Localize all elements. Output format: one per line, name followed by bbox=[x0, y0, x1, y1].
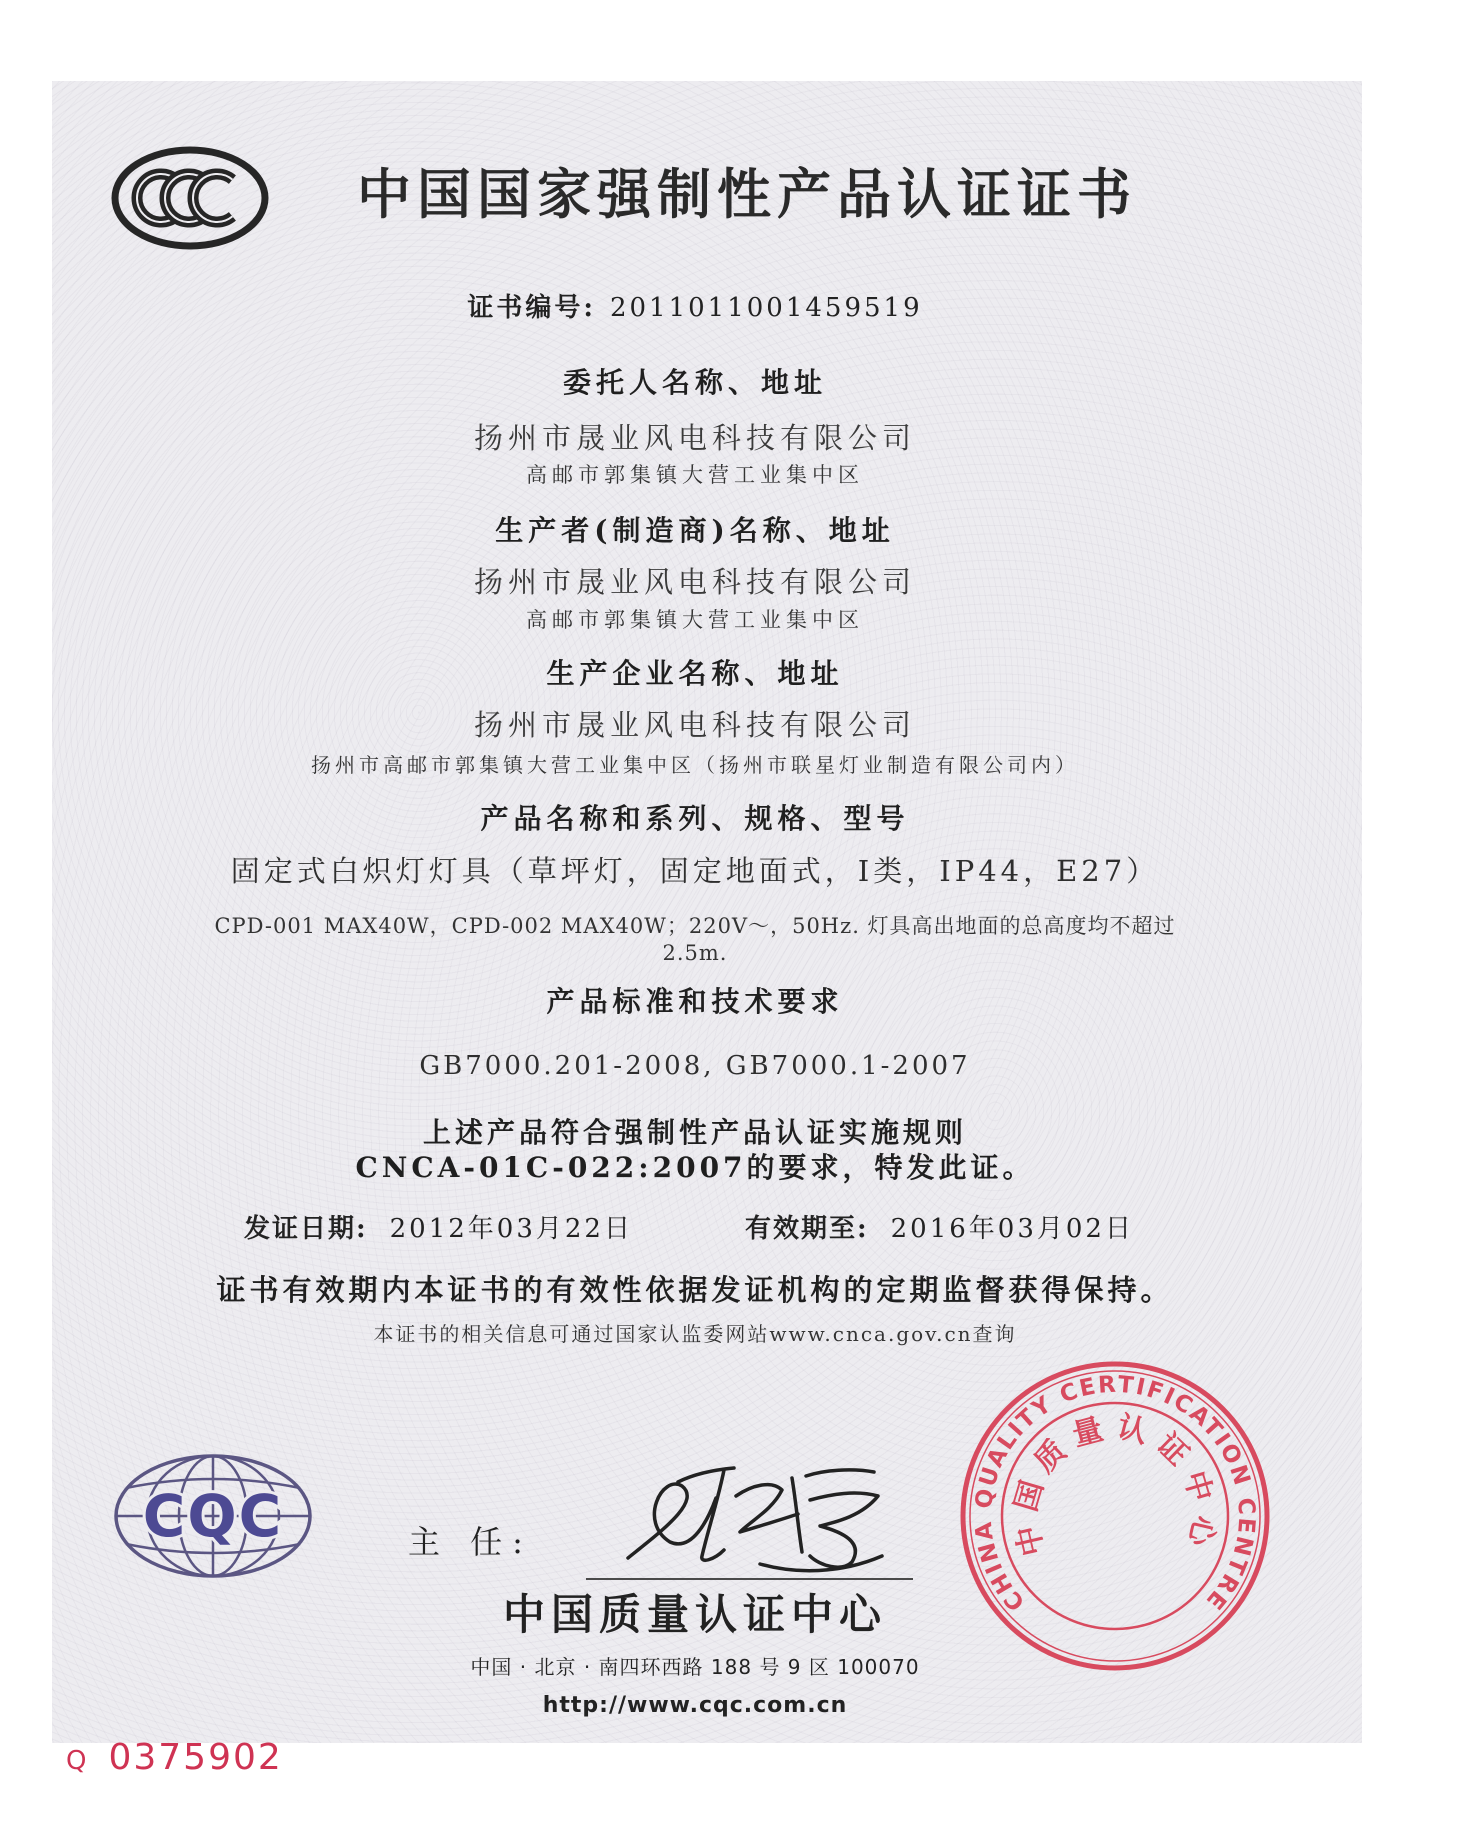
issuer-name: 中国质量认证中心 bbox=[502, 1590, 887, 1639]
issuer-address: 中国 · 北京 · 南四环西路 188 号 9 区 100070 bbox=[470, 1655, 920, 1679]
factory-heading: 生产企业名称、地址 bbox=[546, 657, 844, 690]
product-name: 固定式白炽灯灯具（草坪灯，固定地面式，Ⅰ类，IP44，E27） bbox=[230, 854, 1160, 888]
ccc-logo-icon bbox=[109, 145, 271, 251]
seal-outer-text-path: CHINA QUALITY CERTIFICATION CENTRE bbox=[970, 1371, 1260, 1616]
certificate-title: 中国国家强制性产品认证证书 bbox=[357, 163, 1137, 226]
certification-seal-icon bbox=[955, 1356, 1275, 1676]
serial-prefix: Q bbox=[66, 1746, 87, 1776]
validity-note: 证书有效期内本证书的有效性依据发证机构的定期监督获得保持。 bbox=[216, 1273, 1174, 1307]
applicant-heading: 委托人名称、地址 bbox=[562, 366, 827, 399]
standards-value: GB7000.201-2008, GB7000.1-2007 bbox=[419, 1051, 971, 1081]
signature-line bbox=[586, 1578, 913, 1580]
director-signature bbox=[620, 1460, 890, 1585]
issue-date: 2012年03月22日 bbox=[389, 1214, 633, 1244]
valid-until-label: 有效期至: bbox=[745, 1214, 869, 1244]
factory-address: 扬州市高邮市郭集镇大营工业集中区（扬州市联星灯业制造有限公司内） bbox=[311, 753, 1079, 777]
product-models-line-2: 2.5m. bbox=[662, 941, 728, 965]
applicant-address: 高邮市郭集镇大营工业集中区 bbox=[526, 463, 864, 487]
factory-name: 扬州市晟业风电科技有限公司 bbox=[473, 708, 916, 742]
applicant-name: 扬州市晟业风电科技有限公司 bbox=[473, 421, 916, 455]
certificate-number: 2011011001459519 bbox=[609, 293, 923, 323]
manufacturer-address: 高邮市郭集镇大营工业集中区 bbox=[526, 608, 864, 632]
product-models-line-1: CPD-001 MAX40W，CPD-002 MAX40W；220V～，50Hz. 灯具高出地面的总高度均不超过 bbox=[214, 914, 1176, 938]
certificate-number-label: 证书编号: bbox=[467, 293, 596, 323]
standards-heading: 产品标准和技术要求 bbox=[546, 985, 844, 1018]
issuer-url: http://www.cqc.com.cn bbox=[542, 1693, 848, 1718]
statement-line-2: CNCA-01C-022:2007的要求，特发此证。 bbox=[355, 1151, 1035, 1184]
valid-until-row bbox=[745, 1213, 1134, 1245]
serial-number: 0375902 bbox=[108, 1737, 283, 1778]
statement-line-1: 上述产品符合强制性产品认证实施规则 bbox=[422, 1116, 967, 1149]
serial-number-row bbox=[66, 1736, 283, 1786]
ccc-logo-letters bbox=[137, 174, 232, 222]
seal-inner-text-path: 中国质量认证中心 bbox=[1008, 1409, 1222, 1560]
issue-date-label: 发证日期: bbox=[244, 1214, 368, 1244]
manufacturer-heading: 生产者(制造商)名称、地址 bbox=[495, 514, 895, 547]
director-label: 主 任: bbox=[408, 1523, 533, 1561]
cqc-logo-icon bbox=[112, 1452, 314, 1580]
cqc-logo-text: CQC bbox=[142, 1482, 284, 1550]
query-note: 本证书的相关信息可通过国家认监委网站www.cnca.gov.cn查询 bbox=[373, 1322, 1017, 1346]
issue-date-row bbox=[244, 1213, 633, 1245]
seal-outer-ring bbox=[963, 1364, 1267, 1668]
manufacturer-name: 扬州市晟业风电科技有限公司 bbox=[473, 565, 916, 599]
certificate-number-row bbox=[140, 292, 1250, 324]
product-heading: 产品名称和系列、规格、型号 bbox=[480, 802, 910, 835]
valid-until-date: 2016年03月02日 bbox=[890, 1214, 1134, 1244]
signature-strokes bbox=[628, 1468, 882, 1571]
